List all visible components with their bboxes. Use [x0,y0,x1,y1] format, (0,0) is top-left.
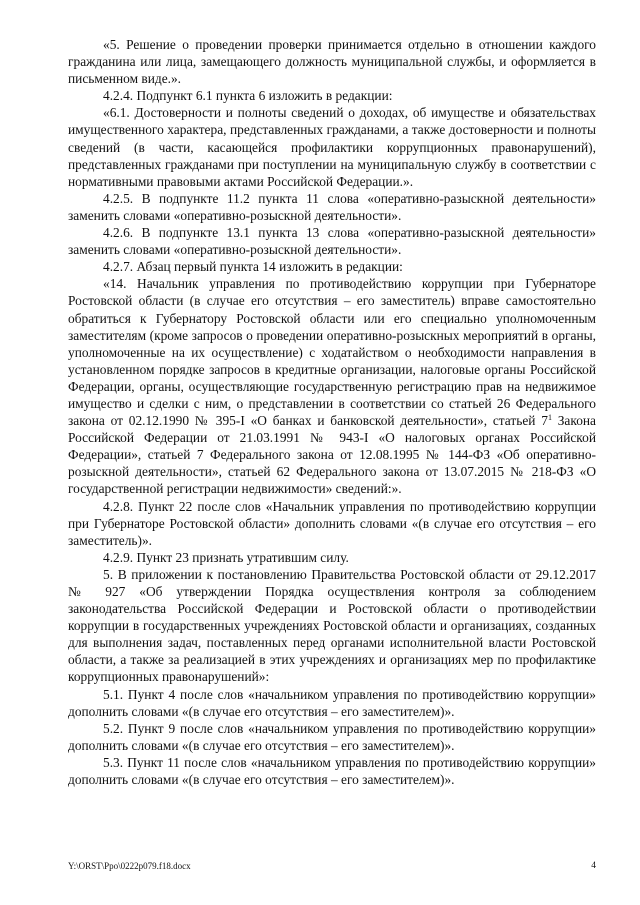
paragraph-text-before-superscript: «14. Начальник управления по противодействию коррупции при Губернаторе Ростовской области (в случае его отсутствия – его заместитель) вправе самостоятельно обратиться к Губернатору Ростовской области или его специально уполномоченным заместителям (кроме запросов о проведении оперативно-розыскных мероприятий в органы, уполномоченные на их осуществление) с ходатайством о необходимости направления в установленном порядке запросов в кредитные организации, налоговые органы Российской Федерации, органы, осуществляющие государственную регистрацию прав на недвижимое имущество и сделки с ним, о представлении в соответствии со статьей 26 Федерального закона от 02.12.1990 № 395-I «О банках и банковской деятельности», статьей 7 [68,276,596,429]
paragraph: 5.1. Пункт 4 после слов «начальником управления по противодействию коррупции» дополнить словами «(в случае его отсутствия – его заместителем)». [68,686,596,719]
document-body [68,36,596,788]
paragraph: «6.1. Достоверности и полноты сведений о доходах, об имуществе и обязательствах имущественного характера, представленных гражданами, а также достоверности и полноты сведений (в части, касающейся профилактики коррупционных правонарушений), представленных гражданами при поступлении на муниципальную службу в соответствии с нормативными правовыми актами Российской Федерации.». [68,105,596,189]
paragraph: 4.2.6. В подпункте 13.1 пункта 13 слова «оперативно-разыскной деятельности» заменить словами «оперативно-розыскной деятельности». [68,225,596,258]
paragraph: 4.2.8. Пункт 22 после слов «Начальник управления по противодействию коррупции при Губернаторе Ростовской области» дополнить словами «(в случае его отсутствия – его заместитель)». [68,498,596,548]
paragraph: «5. Решение о проведении проверки принимается отдельно в отношении каждого гражданина или лица, замещающего должность муниципальной службы, и оформляется в письменном виде.». [68,37,596,87]
file-path: Y:\ORST\Ppo\0222p079.f18.docx [68,861,191,871]
paragraph: 5.2. Пункт 9 после слов «начальником управления по противодействию коррупции» дополнить словами «(в случае его отсутствия – его заместителем)». [68,720,596,753]
paragraph-with-superscript [68,275,596,497]
paragraph: 4.2.4. Подпункт 6.1 пункта 6 изложить в редакции: [103,88,393,104]
paragraph: 5. В приложении к постановлению Правительства Ростовской области от 29.12.2017 № 927 «Об утверждении Порядка осуществления контроля за соблюдением законодательства Российской Федерации и Ростовской области о противодействии коррупции в государственных учреждениях Ростовской области и организациях, созданных для выполнения задач, поставленных перед органами исполнительной власти Ростовской области, а также за реализацией в этих учреждениях и организациях мер по профилактике коррупционных правонарушений»: [68,566,596,685]
page-number: 4 [591,861,596,871]
superscript: 1 [547,413,552,423]
paragraph: 4.2.7. Абзац первый пункта 14 изложить в редакции: [103,259,403,275]
paragraph: 5.3. Пункт 11 после слов «начальником управления по противодействию коррупции» дополнить словами «(в случае его отсутствия – его заместителем)». [68,754,596,788]
paragraph: 4.2.5. В подпункте 11.2 пункта 11 слова «оперативно-разыскной деятельности» заменить словами «оперативно-розыскной деятельности». [68,190,596,223]
page-footer [68,861,596,875]
paragraph: 4.2.9. Пункт 23 признать утратившим силу. [103,549,349,565]
paragraph-text-after-superscript: Закона Российской Федерации от 21.03.1991 № 943-I «О налоговых органах Российской Федерации», статьей 7 Федерального закона от 12.08.1995 № 144-ФЗ «Об оперативно-розыскной деятельности», статьей 62 Федерального закона от 13.07.2015 № 218-ФЗ «О государственной регистрации недвижимости» сведений:». [68,413,596,497]
